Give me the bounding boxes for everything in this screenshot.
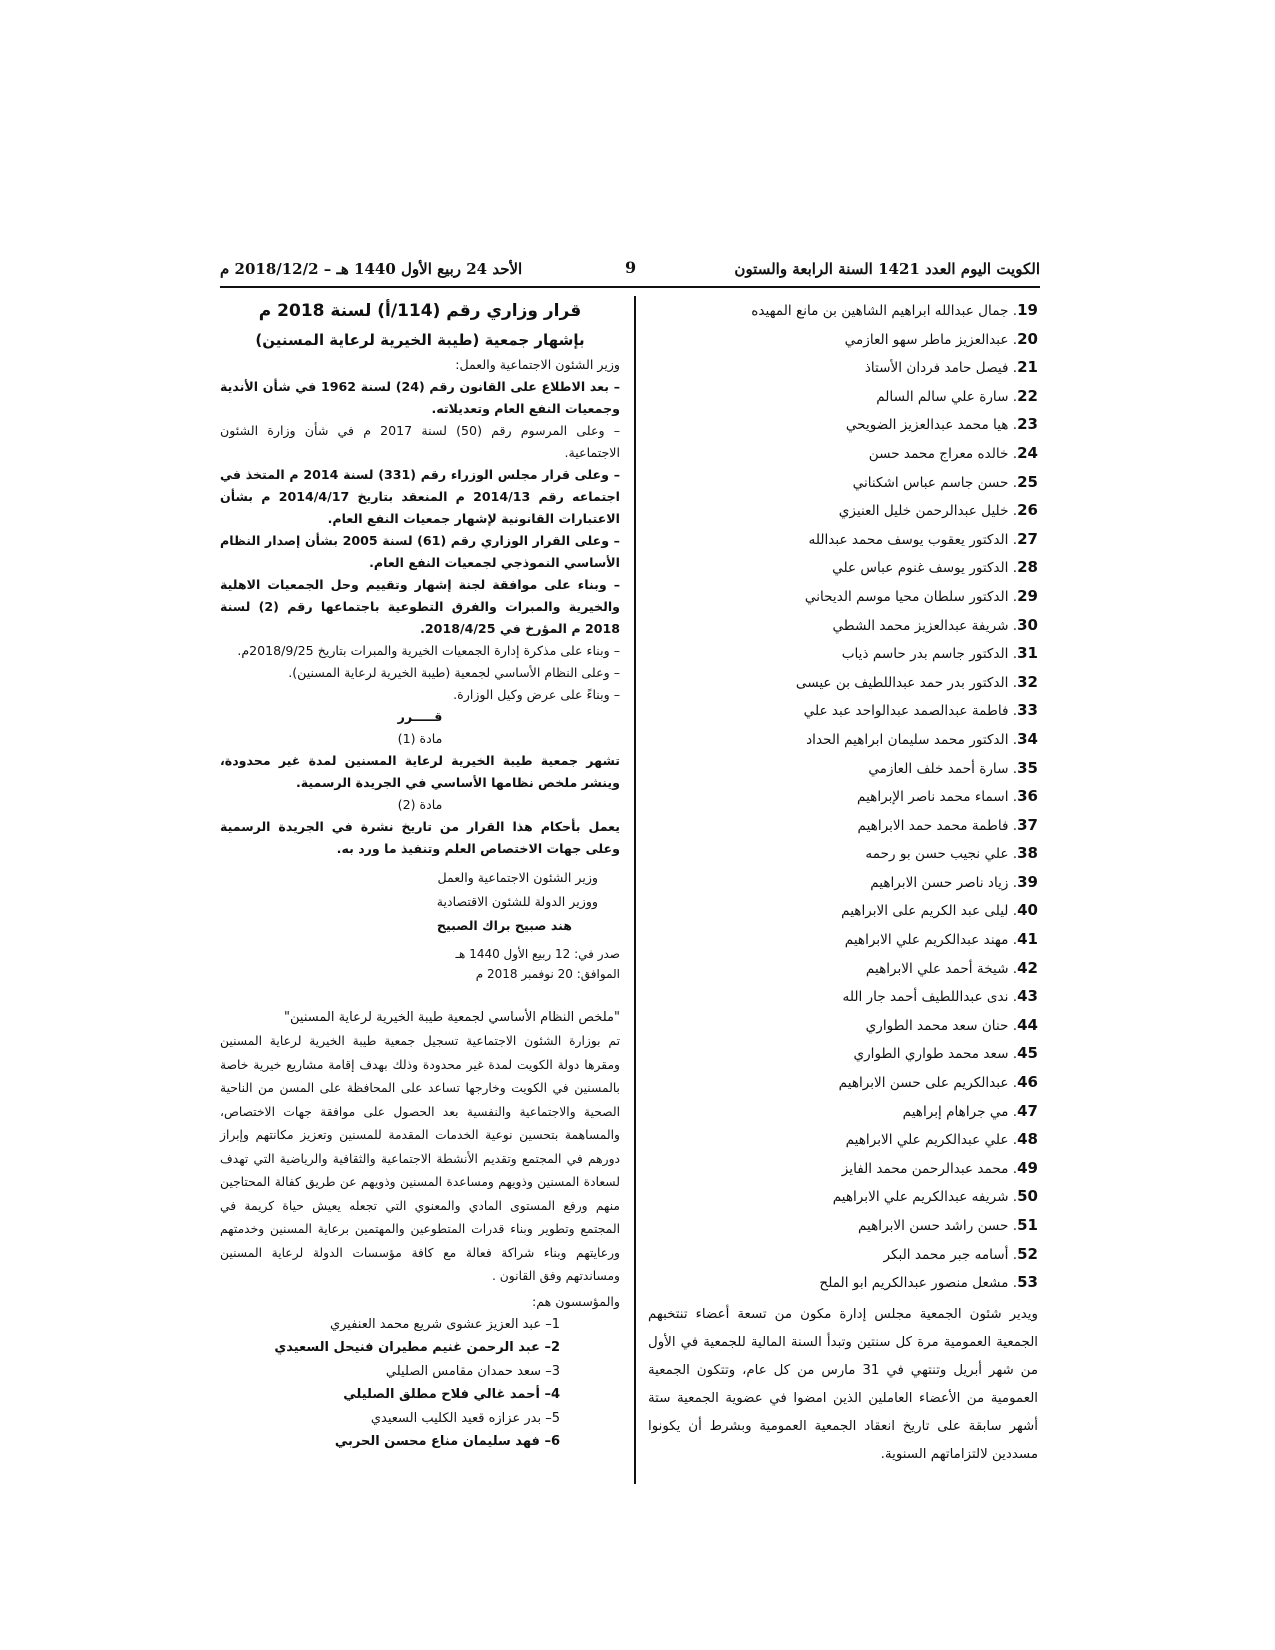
members-list: [648, 296, 1038, 1297]
page-header: [220, 256, 1040, 288]
member-item: [648, 439, 1038, 468]
decree-dates: [450, 944, 620, 984]
member-item: [648, 553, 1038, 582]
member-name: الدكتور سلطان محيا موسم الديحاني: [804, 588, 1009, 605]
member-number: 37: [1017, 815, 1038, 834]
member-number: 29: [1017, 586, 1038, 605]
member-number: 53: [1017, 1273, 1038, 1292]
member-name: فاطمة محمد حمد الابراهيم: [857, 817, 1009, 834]
column-divider: [634, 296, 636, 1484]
corresponding-date: الموافق: 20 نوفمبر 2018 م: [475, 967, 620, 981]
member-name: ندى عبداللطيف أحمد جار الله: [842, 989, 1009, 1006]
signature-name: هند صبيح براك الصبيح: [436, 918, 572, 933]
member-name: شيخة أحمد علي الابراهيم: [865, 960, 1009, 977]
member-number: 27: [1017, 529, 1038, 548]
member-name: عبدالكريم على حسن الابراهيم: [838, 1075, 1009, 1092]
member-number: 21: [1017, 358, 1038, 377]
preamble-clause: – وبناء على مذكرة إدارة الجمعيات الخيرية والمبرات بتاريخ 2018/9/25م.: [237, 643, 620, 658]
member-number: 52: [1017, 1244, 1038, 1263]
member-item: [648, 782, 1038, 811]
member-number: 32: [1017, 672, 1038, 691]
member-number: 45: [1017, 1044, 1038, 1063]
member-separator: .: [1008, 1275, 1018, 1292]
member-separator: .: [1008, 1046, 1018, 1063]
member-name: مي جراهام إبراهيم: [902, 1103, 1009, 1120]
issued-date: صدر في: 12 ربيع الأول 1440 هـ: [455, 947, 620, 961]
member-item: [648, 1068, 1038, 1097]
decree-title: قرار وزاري رقم (114/أ) لسنة 2018 م: [258, 301, 582, 321]
member-name: فاطمة عبدالصمد عبدالواحد عبد علي: [803, 703, 1009, 720]
member-item: [648, 1039, 1038, 1068]
member-item: [648, 954, 1038, 983]
member-number: 26: [1017, 501, 1038, 520]
member-item: [648, 1154, 1038, 1183]
member-number: 40: [1017, 901, 1038, 920]
member-separator: .: [1008, 417, 1018, 434]
founder-item: 5– بدر عزازه قعيد الكليب السعيدي: [370, 1410, 560, 1426]
member-name: الدكتور محمد سليمان ابراهيم الحداد: [806, 731, 1009, 748]
member-item: [648, 754, 1038, 783]
member-number: 33: [1017, 701, 1038, 720]
signature-title-2: ووزير الدولة للشئون الاقتصادية: [436, 894, 598, 909]
member-item: [648, 496, 1038, 525]
member-item: [648, 582, 1038, 611]
article-1-title: مادة (1): [397, 731, 443, 746]
member-number: 36: [1017, 787, 1038, 806]
member-number: 51: [1017, 1216, 1038, 1234]
member-name: سعد محمد طواري الطواري: [853, 1046, 1009, 1063]
member-item: [648, 639, 1038, 668]
founder-item: 3– سعد حمدان مقامس الصليلي: [385, 1363, 560, 1379]
preamble-clause: – وعلى القرار الوزاري رقم (61) لسنة 2005 بشأن إصدار النظام الأساسي النموذجي لجمعيات النفع العام.: [220, 533, 620, 570]
signature-title-1: وزير الشئون الاجتماعية والعمل: [437, 870, 598, 885]
member-separator: .: [1008, 903, 1018, 920]
member-number: 23: [1017, 415, 1038, 434]
minister-line: وزير الشئون الاجتماعية والعمل:: [455, 357, 620, 372]
member-separator: .: [1008, 989, 1018, 1006]
member-item: [648, 611, 1038, 640]
member-name: حسن راشد حسن الابراهيم: [857, 1218, 1009, 1234]
summary-title: "ملخص النظام الأساسي لجمعية طيبة الخيرية لرعاية المسنين": [284, 1010, 620, 1025]
member-item: [648, 696, 1038, 725]
member-item: [648, 1125, 1038, 1154]
administration-paragraph: ويدير شئون الجمعية مجلس إدارة مكون من تسعة أعضاء تنتخبهم الجمعية العمومية مرة كل سنتين وتبدأ السنة المالية للجمعية في الأول من شهر أبريل وتنتهي في 31 مارس من كل عام، وتتكون الجمعية العمومية من الأعضاء العاملين الذين امضوا في عضوية الجمعية ستة أشهر سابقة على تاريخ انعقاد الجمعية العمومية وبشرط أن يكونوا مسددين لالتزاماتهم السنوية.: [648, 1306, 1038, 1462]
member-item: [648, 896, 1038, 925]
member-name: علي نجيب حسن بو رحمه: [865, 846, 1009, 863]
member-number: 19: [1017, 301, 1038, 319]
member-number: 31: [1017, 644, 1038, 663]
member-separator: .: [1008, 445, 1018, 462]
member-item: [648, 410, 1038, 439]
member-item: [648, 725, 1038, 754]
member-name: محمد عبدالرحمن محمد الفايز: [841, 1160, 1009, 1177]
article-1-text: تشهر جمعية طيبة الخيرية لرعاية المسنين لمدة غير محدودة، وينشر ملخص نظامها الأساسي في الجريدة الرسمية.: [220, 753, 620, 790]
member-number: 43: [1017, 987, 1038, 1006]
member-separator: .: [1008, 531, 1018, 548]
member-item: [648, 925, 1038, 954]
member-item: [648, 353, 1038, 382]
member-number: 46: [1017, 1073, 1038, 1092]
member-item: [648, 868, 1038, 897]
founders-list: [220, 1313, 560, 1454]
left-column: [220, 296, 620, 1454]
member-number: 41: [1017, 930, 1038, 949]
founder-item: 2– عبد الرحمن غنيم مطيران فنيحل السعيدي: [274, 1340, 560, 1355]
member-number: 22: [1017, 386, 1038, 405]
preamble-clause: – وبناءً على عرض وكيل الوزارة.: [453, 687, 620, 702]
article-2-title: مادة (2): [397, 797, 443, 812]
member-item: [648, 468, 1038, 497]
preamble-clause: – وعلى النظام الأساسي لجمعية (طيبة الخيرية لرعاية المسنين).: [288, 665, 620, 680]
founder-item: 4– أحمد غالي فلاح مطلق الصليلي: [343, 1387, 560, 1402]
summary-text: تم بوزارة الشئون الاجتماعية تسجيل جمعية طيبة الخيرية لرعاية المسنين ومقرها دولة الكويت لمدة غير محدودة وذلك بهدف إقامة مشاريع خيرية خاصة بالمسنين في الكويت وخارجها تساعد على المحافظة على المسن من الناحية الصحية والاجتماعية والنفسية بعد الحصول على موافقة جهات الاختصاص، والمساهمة بتحسين نوعية الخدمات المقدمة للمسنين وتعزيز مكانتهم وإبراز دورهم في المجتمع وتقديم الأنشطة الاجتماعية والثقافية والرياضية التي تهدف لسعادة المسنين وذويهم ومساعدة المسنين وذويهم عن طريق كفالة المحتاجين منهم ورفع المستوى المادي والمعنوي التي تجعله يعيش حياة كريمة في المجتمع وتطوير وبناء قدرات المتطوعين والمهتمين برعاية المسنين وخدمتهم ورعايتهم وبناء شراكة فعالة مع كافة مؤسسات الدولة لرعاية المسنين ومساندتهم وفق القانون .: [220, 1034, 620, 1283]
member-separator: .: [1008, 1103, 1018, 1120]
member-name: علي عبدالكريم علي الابراهيم: [845, 1132, 1009, 1149]
member-separator: .: [1008, 1246, 1018, 1263]
founder-item: 6– فهد سليمان مناع محسن الحربي: [334, 1434, 560, 1449]
member-separator: .: [1008, 331, 1018, 348]
member-separator: .: [1008, 388, 1018, 405]
member-separator: .: [1008, 817, 1018, 834]
member-separator: .: [1008, 760, 1018, 777]
member-item: [648, 296, 1038, 325]
member-name: خليل عبدالرحمن خليل العنيزي: [838, 503, 1009, 520]
member-item: [648, 1011, 1038, 1040]
member-item: [648, 982, 1038, 1011]
member-separator: .: [1008, 674, 1018, 691]
member-item: [648, 525, 1038, 554]
preamble-clause: – وبناء على موافقة لجنة إشهار وتقييم وحل الجمعيات الاهلية والخيرية والمبرات والفرق التطوعية باجتماعها رقم (2) لسنة 2018 م المؤرخ في 2018/4/25.: [220, 577, 621, 636]
member-separator: .: [1008, 789, 1018, 806]
member-item: [648, 1182, 1038, 1211]
member-separator: .: [1008, 1075, 1018, 1092]
member-name: الدكتور يوسف غنوم عباس علي: [832, 560, 1009, 577]
header-date: الأحد 24 ربيع الأول 1440 هـ – 2018/12/2 م: [220, 260, 523, 278]
member-separator: .: [1008, 731, 1018, 748]
page-number: 9: [625, 258, 637, 277]
member-separator: .: [1008, 1017, 1018, 1034]
member-number: 44: [1017, 1015, 1038, 1034]
member-number: 24: [1017, 443, 1038, 462]
member-item: [648, 1097, 1038, 1126]
member-item: [648, 382, 1038, 411]
member-name: شريفة عبدالعزيز محمد الشطي: [832, 617, 1009, 634]
preamble-clause: – وعلى المرسوم رقم (50) لسنة 2017 م في شأن وزارة الشئون الاجتماعية.: [220, 423, 621, 460]
member-number: 38: [1017, 844, 1038, 863]
founder-item: 1– عبد العزيز عشوى شريع محمد العنفيري: [329, 1316, 560, 1332]
member-name: خالده معراج محمد حسن: [868, 445, 1009, 462]
member-separator: .: [1008, 617, 1018, 634]
member-name: حسن جاسم عباس اشكناني: [852, 474, 1009, 491]
decree-subtitle: بإشهار جمعية (طيبة الخيرية لرعاية المسنين): [255, 331, 585, 349]
member-separator: .: [1008, 588, 1018, 605]
decided-heading: قـــــرر: [397, 709, 443, 724]
preamble-clause: – بعد الاطلاع على القانون رقم (24) لسنة 1962 في شأن الأندية وجمعيات النفع العام وتعديلاته.: [220, 379, 620, 416]
member-separator: .: [1008, 646, 1018, 663]
member-number: 28: [1017, 558, 1038, 577]
member-name: سارة أحمد خلف العازمي: [868, 760, 1009, 777]
member-number: 20: [1017, 329, 1038, 348]
member-name: اسماء محمد ناصر الإبراهيم: [857, 789, 1009, 806]
member-name: فيصل حامد فردان الأستاذ: [864, 360, 1009, 377]
member-name: زياد ناصر حسن الابراهيم: [870, 874, 1009, 891]
member-separator: .: [1008, 1132, 1018, 1149]
member-separator: .: [1008, 932, 1018, 949]
header-issue: الكويت اليوم العدد 1421 السنة الرابعة والستون: [734, 260, 1040, 278]
member-separator: .: [1008, 503, 1018, 520]
member-number: 35: [1017, 758, 1038, 777]
member-name: الدكتور يعقوب يوسف محمد عبدالله: [808, 531, 1009, 548]
member-name: هيا محمد عبدالعزيز الضويحي: [845, 417, 1009, 434]
decree-preamble: [220, 376, 620, 706]
member-separator: .: [1008, 846, 1018, 863]
member-item: [648, 1240, 1038, 1269]
member-item: [648, 839, 1038, 868]
member-separator: .: [1008, 1218, 1018, 1234]
member-number: 30: [1017, 615, 1038, 634]
member-name: مهند عبدالكريم علي الابراهيم: [844, 932, 1009, 949]
member-name: ليلى عبد الكريم على الابراهيم: [841, 903, 1009, 920]
member-number: 25: [1017, 472, 1038, 491]
member-separator: .: [1008, 360, 1018, 377]
member-number: 49: [1017, 1158, 1038, 1177]
member-item: [648, 325, 1038, 354]
member-number: 39: [1017, 872, 1038, 891]
member-separator: .: [1008, 1189, 1018, 1206]
member-separator: .: [1008, 303, 1018, 319]
member-number: 48: [1017, 1130, 1038, 1149]
member-number: 47: [1017, 1101, 1038, 1120]
member-name: الدكتور جاسم بدر حاسم ذياب: [841, 646, 1009, 663]
member-name: عبدالعزيز ماطر سهو العازمي: [844, 331, 1009, 348]
member-item: [648, 1268, 1038, 1297]
right-column: [648, 296, 1038, 1482]
member-item: [648, 668, 1038, 697]
member-number: 50: [1017, 1187, 1038, 1206]
member-separator: .: [1008, 1160, 1018, 1177]
founders-heading: والمؤسسون هم:: [531, 1293, 620, 1309]
member-item: [648, 1211, 1038, 1240]
member-name: مشعل منصور عبدالكريم ابو الملح: [819, 1275, 1009, 1292]
member-name: حنان سعد محمد الطواري: [865, 1017, 1009, 1034]
member-number: 34: [1017, 729, 1038, 748]
member-name: شريفه عبدالكريم علي الابراهيم: [832, 1189, 1009, 1206]
member-item: [648, 811, 1038, 840]
member-name: الدكتور بدر حمد عبداللطيف بن عيسى: [795, 674, 1009, 691]
member-separator: .: [1008, 960, 1018, 977]
member-separator: .: [1008, 560, 1018, 577]
member-separator: .: [1008, 474, 1018, 491]
member-name: أسامه جبر محمد البكر: [883, 1246, 1009, 1263]
member-name: سارة علي سالم السالم: [876, 388, 1009, 405]
article-2-text: يعمل بأحكام هذا القرار من تاريخ نشرة في الجريدة الرسمية وعلى جهات الاختصاص العلم وتنفيذ ما ورد به.: [220, 819, 620, 856]
member-name: جمال عبدالله ابراهيم الشاهين بن مانع المهيده: [751, 303, 1009, 319]
preamble-clause: – وعلى قرار مجلس الوزراء رقم (331) لسنة 2014 م المتخذ في اجتماعه رقم 2014/13 م المنعقد بتاريخ 2014/4/17 م بشأن الاعتبارات القانونية لإشهار جمعيات النفع العام.: [220, 467, 620, 526]
member-separator: .: [1008, 874, 1018, 891]
member-number: 42: [1017, 958, 1038, 977]
member-separator: .: [1008, 703, 1018, 720]
